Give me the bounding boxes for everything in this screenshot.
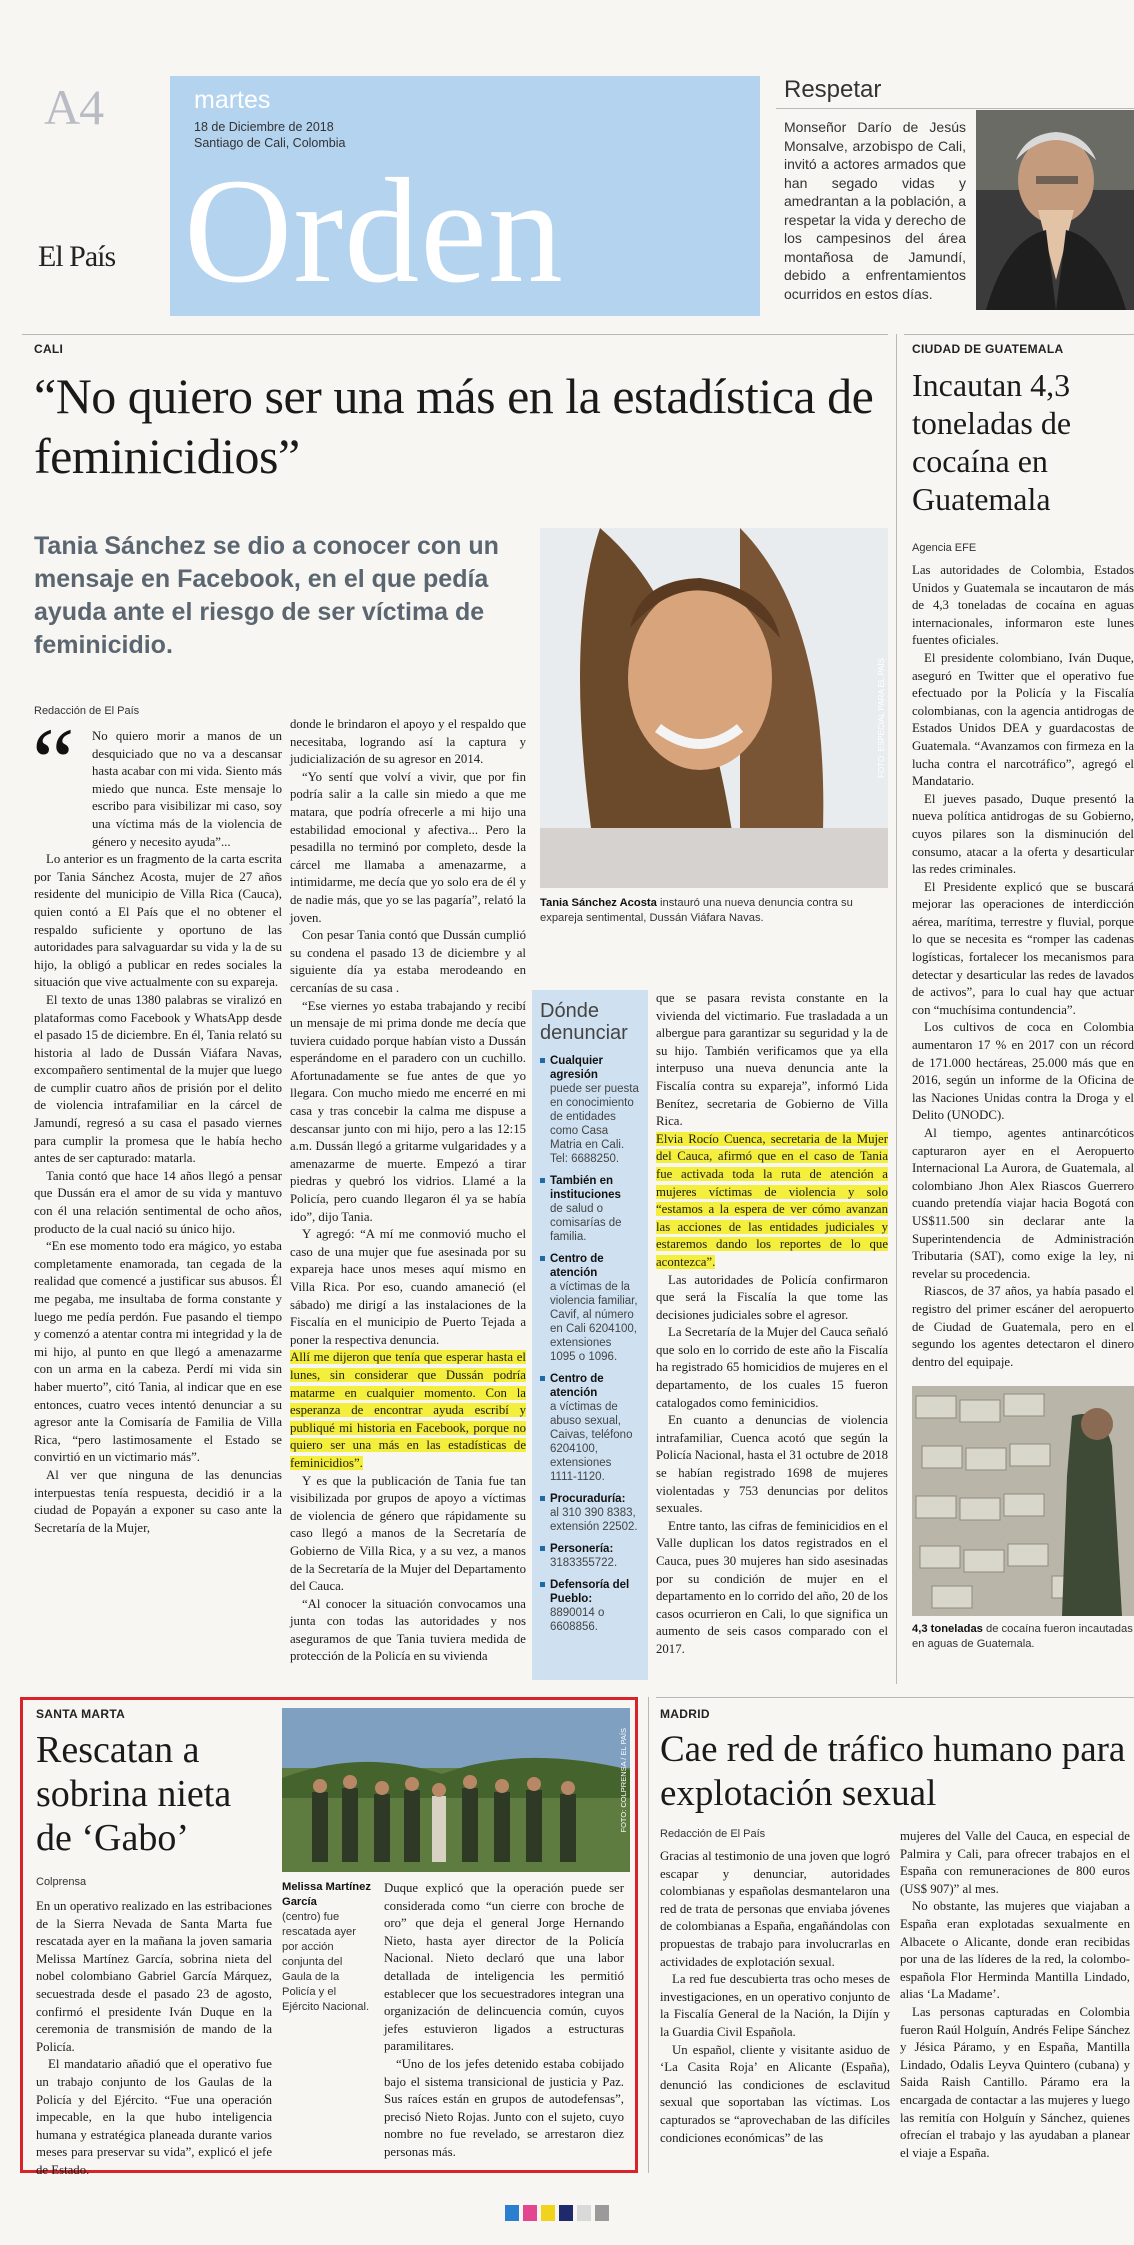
- archbishop-photo: [976, 110, 1134, 310]
- madrid-col1: [660, 1848, 890, 2147]
- main-col1-p1: No quiero morir a manos de un desquiciado que no va a descansar hasta acabar con mi vida. Siento más miedo que nunca. Este mensaje lo escribo para visibilizar mi caso, soy una víctima más de la violencia de género y necesito ayuda”...: [92, 729, 282, 849]
- banner-day: martes: [194, 86, 271, 114]
- santa-marta-byline: Colprensa: [36, 1876, 87, 1888]
- madrid-p5: No obstante, las mujeres que viajaban a España eran explotadas sexualmente en Albacete o Alicante, donde eran recibidas por una de las líderes de la red, la colombo-española Flor Herminda Mantilla Lindado, alias ‘La Madame’.: [900, 1899, 1130, 2002]
- santa-marta-p1: En un operativo realizado en las estribaciones de la Sierra Nevada de Santa Marta fue rescatada ayer en la mañana la joven samaria Melissa Martínez García, sobrina nieta del nobel colombiano Gabriel García Márquez, secuestrada desde el pasado 23 de agosto, confirmó el presidente Iván Duque en la ceremonia de transmisión de mando de la Policía.: [36, 1899, 272, 2054]
- print-color-bar: [505, 2205, 609, 2221]
- main-col4-highlight: Elvia Rocío Cuenca, secretaria de la Mujer del Cauca, afirmó que en el caso de Tania fue activada toda la ruta de atención a mujeres víctimas de violencia y solo “estamos a la espera de ver cómo avanzan las acciones de las entidades judiciales y estaremos dando los reportes de lo que acontezca”.: [656, 1131, 888, 1269]
- sidebar-item: Procuraduría: al 310 390 8383, extensión 22502.: [540, 1492, 640, 1534]
- main-headline: “No quiero ser una más en la estadística de feminicidios”: [34, 368, 874, 484]
- guatemala-body: [912, 562, 1134, 1371]
- banner-date: 18 de Diciembre de 2018: [194, 120, 334, 134]
- main-col2-p1: donde le brindaron el apoyo y el respaldo que necesitaba, logrando así la captura y judicialización de su agresor en 2014.: [290, 717, 526, 767]
- paper-logo: El País: [38, 240, 116, 273]
- madrid-p6: Las personas capturadas en Colombia fueron Raúl Holguín, Andrés Felipe Sánchez y Jésica Páramo, y en España, Mantilla Lindado, Odalis Leyva Quintero (cubana) y Saida Raish Cantillo. Páramo era la encargada de contactar a las mujeres y luego las remitía con Holguín y Sánchez, quienes ofrecían el trabajo y las ayudaban a planear el viaje a España.: [900, 2004, 1130, 2160]
- section-title: Orden: [184, 148, 564, 314]
- color-swatch: [505, 2205, 519, 2221]
- main-col4-p2: Las autoridades de Policía confirmaron que será la Fiscalía la que tome las decisiones judiciales sobre el agresor.: [656, 1272, 888, 1322]
- guatemala-p3: El jueves pasado, Duque presentó la nueva política antidrogas de su Gobierno, cuyos pilares son la disminución del consumo, atacar a la oferta y desarticular las redes criminales.: [912, 791, 1134, 877]
- guatemala-headline: Incautan 4,3 toneladas de cocaína en Guatemala: [912, 367, 1072, 517]
- sidebar-item: Defensoría del Pueblo: 8890014 o 6608856.: [540, 1578, 640, 1634]
- main-byline: Redacción de El País: [34, 705, 140, 717]
- guatemala-caption-text: de cocaína fueron incautadas en aguas de Guatemala.: [912, 1623, 1133, 1650]
- main-kicker: CALI: [34, 342, 64, 356]
- guatemala-p1: Las autoridades de Colombia, Estados Unidos y Guatemala se incautaron de más de 4,3 toneladas de cocaína en aguas internacionales, informaron este lunes fuentes oficiales.: [912, 563, 1134, 648]
- color-swatch: [523, 2205, 537, 2221]
- brief-title: Respetar: [784, 76, 882, 103]
- main-col2-p6: Y es que la publicación de Tania fue tan visibilizada por grupos de apoyo a víctimas de violencia de género que rápidamente su caso llegó a manos de la Secretaría de Gobierno de Villa Rica, y a su vez, a manos de la Secretaría de la Mujer del Departamento del Cauca.: [290, 1473, 526, 1594]
- report-sidebar: [532, 990, 648, 1680]
- sidebar-item: Cualquier agresión puede ser puesta en conocimiento de entidades como Casa Matria en Cali. Tel: 6688250.: [540, 1054, 640, 1166]
- color-swatch: [541, 2205, 555, 2221]
- guatemala-p2: El presidente colombiano, Iván Duque, aseguró en Twitter que el operativo fue efectuado por la Policía y la Fiscalía colombianas, con la agencia antidrogas de Estados Unidos DEA y guardacostas de Guatemala. “Avanzamos con firmeza en la lucha contra el narcotráfico”, agregó el Mandatario.: [912, 650, 1134, 789]
- guatemala-p7: Riascos, de 37 años, ya había pasado el registro del primer escáner del aeropuerto de Ciudad de Guatemala, pero en el segundo los agentes detectaron el dinero dentro del equipaje.: [912, 1284, 1134, 1369]
- main-col2: [290, 716, 526, 1666]
- madrid-p4: mujeres del Valle del Cauca, en especial de Palmira y Cali, para ofrecer trabajos en el España con remuneraciones de 800 euros (US$ 907)” al mes.: [900, 1829, 1130, 1896]
- santa-marta-caption: [282, 1880, 372, 2015]
- rescue-photo-credit: FOTO: COLPRENSA / EL PAÍS: [619, 1728, 628, 1833]
- main-caption: [540, 896, 888, 926]
- madrid-p2: La red fue descubierta tras ocho meses de investigaciones, en un operativo conjunto de la Fiscalía General de la Nación, la Dijín y la Guardia Civil Española.: [660, 1972, 890, 2039]
- madrid-headline: Cae red de tráfico humano para explotación sexual: [660, 1729, 1126, 1814]
- madrid-p3: Un español, cliente y visitante asiduo de ‘La Casita Roja’ en Alicante (España), denunció las condiciones de esclavitud sexual que soportaban las víctimas. Los capturados se “aprovechaban de las difíciles condiciones económicas” de las: [660, 2042, 890, 2145]
- section-banner: [170, 76, 760, 316]
- santa-marta-p3: Duque explicó que la operación puede ser considerada como “un cierre con broche de oro” que deja el general Jorge Hernando Nieto, hasta ayer director de la Policía Nacional. Nieto declaró que una labor detallada de inteligencia les permitió establecer que los secuestradores integran una organización de delincuencia común, cuyos jefes estuvieron ligados a estructuras paramilitares.: [384, 1881, 624, 2054]
- madrid-p1: Gracias al testimonio de una joven que logró escapar y denunciar, autoridades colombianas y españolas desmantelaron una red de trata de personas que enviaba jóvenes de colombianas a España, engañándolas con propuestas de trabajo para involucrarlas en actividades de explotación sexual.: [660, 1849, 890, 1969]
- main-col1-p2: Lo anterior es un fragmento de la carta escrita por Tania Sánchez Acosta, mujer de 27 años residente del municipio de Villa Rica (Cauca), quien contó a El País que el no obtener el respaldo suficiente y oportuno de las autoridades para salvaguardar su vida y la de su hijo, la obligó a publicar en redes sociales la situación que vive actualmente con su expareja.: [34, 852, 282, 990]
- sidebar-item: Centro de atención a víctimas de la violencia familiar, Cavif, al número en Cali 6204100, extensiones 1095 o 1096.: [540, 1252, 640, 1364]
- main-col2-p4: “Ese viernes yo estaba trabajando y recibí un mensaje de mi prima donde me decía que tuviera cuidado porque habían visto a Dussán esperándome en el paradero con un cuchillo. Afortunadamente se fue antes de que yo llegara. Con mucho miedo me encerré en mi casa y tras concebir la calma me dispuse a descansar junto con mi hijo, pero a las 12:15 a.m. Dussán llegó a gritarme vulgaridades y a amenazarme de muerte. Empezó a tirar piedras y quebró los vidrios. Llamé a la Policía, pero cuando llegaron él ya se había ido”, dijo Tania.: [290, 998, 526, 1224]
- santa-marta-p2: El mandatario añadió que el operativo fue un trabajo conjunto de los Gaulas de la Policía y del Ejército. “Fue una operación impecable, en la que hubo inteligencia humana y estratégica planeada durante varios meses para preservar su vida”, explicó el jefe de Estado.: [36, 2057, 272, 2177]
- main-col2-highlight: Allí me dijeron que tenía que esperar hasta el lunes, sin considerar que Dussán podría matarme en cualquier momento. Con la esperanza de encontrar ayuda escribí y publiqué mi historia en Facebook, porque no quiero ser una más en las estadísticas de feminicidios”.: [290, 1350, 526, 1470]
- main-col1-p5: “En ese momento todo era mágico, yo estaba completamente enamorada, tan cegada de la realidad que comencé a justificar sus abusos. Él me pegaba, me insultaba de forma constante y luego me pedía perdón. Fue pasando el tiempo y comenzó a atentar contra mi integridad y la de mi hijo, al punto en que llegó a amenazarme con un arma en la cabeza. Perdí mi vida sin haber muerto”, citó Tania, al indicar que en ese entonces, cuatro veces intentó denunciar a su agresor ante la Comisaría de Familia de Villa Rica, “pero lastimosamente el Estado se convirtió en un victimario más”.: [34, 1239, 282, 1465]
- main-col4-p1: que se pasara revista constante en la vivienda del victimario. Fue trasladada a un albergue para garantizar su seguridad y la de su hijo. También verificamos que ya ella interpuso una nueva denuncia ante la Fiscalía contra su expareja”, informó Lida Benítez, secretaria de Gobierno de Villa Rica.: [656, 991, 888, 1129]
- photo-credit: FOTO: ESPECIAL PARA EL PAÍS: [877, 658, 886, 778]
- color-swatch: [577, 2205, 591, 2221]
- sidebar-item: También en instituciones de salud o comisarías de familia.: [540, 1174, 640, 1244]
- guatemala-p4: El Presidente explicó que se buscará mejorar las operaciones de interdicción aérea, marítima, terrestre y fluvial, porque lo que se necesita es “romper las cadenas logísticas, fortalecer los mecanismos para detectar y desarticular las redes de lavados de activos”, para lo cual hay que actuar con “muchísima contundencia”.: [912, 879, 1134, 1017]
- main-col1: [34, 728, 282, 1537]
- main-col4-p4: En cuanto a denuncias de violencia intrafamiliar, Cuenca acotó que según la Policía Nacional, hasta el 31 octubre de 2018 se habían registrado 1698 de mujeres violentadas y 753 denuncias por delitos sexuales.: [656, 1413, 888, 1516]
- quote-mark: “: [32, 708, 75, 815]
- main-col4: [656, 990, 888, 1659]
- main-col2-p3: Con pesar Tania contó que Dussán cumplió su condena el pasado 13 de diciembre y al siguiente día ya estaba merodeando en cercanías de su casa .: [290, 928, 526, 995]
- guatemala-p5: Los cultivos de coca en Colombia aumentaron 17 % en 2017 con un récord de 171.000 hectáreas, 25.000 más que en 2016, según un informe de la Oficina de las Naciones Unidas contra la Droga y el Delito (UNODC).: [912, 1020, 1134, 1123]
- santa-marta-col1: [36, 1898, 272, 2180]
- guatemala-caption-bold: 4,3 toneladas: [912, 1623, 983, 1635]
- guatemala-kicker: CIUDAD DE GUATEMALA: [912, 342, 1064, 356]
- tania-photo: [540, 528, 888, 888]
- color-swatch: [595, 2205, 609, 2221]
- banner-place: Santiago de Cali, Colombia: [194, 136, 346, 150]
- santa-marta-kicker: SANTA MARTA: [36, 1707, 126, 1721]
- sidebar-item: Centro de atención a víctimas de abuso sexual, Caivas, teléfono 6204100, extensiones 1111-1120.: [540, 1372, 640, 1484]
- santa-marta-caption-text: (centro) fue rescatada ayer por acción conjunta del Gaula de la Policía y el Ejército Nacional.: [282, 1911, 370, 2013]
- main-col2-p5: Y agregó: “A mí me conmovió mucho el caso de una mujer que fue asesinada por su expareja hace unos meses aquí mismo en Villa Rica. Por eso, cuando amaneció (el sábado) me dirigí a las instalaciones de la Fiscalía en el municipio de Puerto Tejada a poner la respectiva denuncia.: [290, 1227, 526, 1347]
- main-col1-p4: Tania contó que hace 14 años llegó a pensar que Dussán era el amor de su vida y mantuvo con él una relación sentimental de ocho años, producto de la cual nació su único hijo.: [34, 1168, 282, 1236]
- santa-marta-caption-name: Melissa Martínez García: [282, 1881, 371, 1908]
- santa-marta-headline: Rescatan a sobrina nieta de ‘Gabo’: [36, 1729, 232, 1859]
- santa-marta-p4: “Uno de los jefes detenido estaba cobijado bajo el sistema transicional de justicia y Paz. Sus raíces están en grupos de autodefensas”, precisó Nieto Rojas. Junto con el sujeto, cuyo nombre no fue revelado, se arrestaron diez personas más.: [384, 2056, 624, 2159]
- main-col1-p3: El texto de unas 1380 palabras se viralizó en plataformas como Facebook y WhatsApp desde el pasado 15 de diciembre. En él, Tania relató su historia al lado de Dussán Viáfara Navas, excompañero sentimental de la mujer que luego de cumplir cuatro años de prisión por el delito de violencia intrafamiliar en la cárcel de Jamundí, regresó a su casa el pasado viernes para cumplir la promesa que le había hecho antes de ser capturado: matarla.: [34, 992, 282, 1166]
- guatemala-caption: [912, 1622, 1134, 1652]
- sidebar-item: Personería: 3183355722.: [540, 1542, 640, 1570]
- cocaine-photo: [912, 1386, 1134, 1616]
- madrid-col2: [900, 1828, 1130, 2162]
- sidebar-title: Dónde denunciar: [540, 1000, 628, 1044]
- guatemala-p6: Al tiempo, agentes antinarcóticos capturaron ayer en el Aeropuerto Internacional La Aurora, de Guatemala, al colombiano Jhon Alex Riascos Guerrero cuando pretendía viajar hacia Bogotá con US$11.500 sin declarar ante la Superintendencia de Administración Tributaria (SAT), como exige la ley, ni revelar su procedencia.: [912, 1126, 1134, 1281]
- color-swatch: [559, 2205, 573, 2221]
- rescue-photo: [282, 1708, 630, 1872]
- madrid-kicker: MADRID: [660, 1707, 710, 1721]
- santa-marta-col2: [384, 1880, 624, 2162]
- main-col4-p5: Entre tanto, las cifras de feminicidios en el Valle duplican los datos registrados en el Cauca, pues 30 mujeres han sido asesinadas por su condición de mujer en el departamento en lo corrido del año, 20 de los casos ocurrieron en Cali, lo que significa un aumento de seis casos comparado con el 2017.: [656, 1518, 888, 1656]
- main-col4-p3: La Secretaría de la Mujer del Cauca señaló que solo en lo corrido de este año la Fiscalía ha registrado 65 homicidios de mujeres en el departamento, de los cuales 15 fueron catalogados como feminicidios.: [656, 1325, 888, 1410]
- page-number: A4: [44, 79, 104, 135]
- main-col1-p6: Al ver que ninguna de las denuncias interpuestas tenía respuesta, decidió ir a la ciudad de Popayán a exponer su caso ante la Secretaría de la Mujer,: [34, 1467, 282, 1535]
- caption-name: Tania Sánchez Acosta: [540, 897, 657, 909]
- caption-text: instauró una nueva denuncia contra su expareja sentimental, Dussán Viáfara Navas.: [540, 897, 853, 924]
- main-lead: Tania Sánchez se dio a conocer con un mensaje en Facebook, en el que pedía ayuda ante el riesgo de ser víctima de feminicidio.: [34, 532, 499, 659]
- main-col2-p2: “Yo sentí que volví a vivir, que por fin podría salir a la calle sin miedo a que me matara, que podría ofrecerle a mi hijo una estabilidad emocional y afectiva... Pero la pesadilla no terminó por completo, desde la cárcel me llamaba a amenazarme, a intimidarme, me decía que yo solo era de él y de nadie más, que yo se las pagaría”, relató la joven.: [290, 769, 526, 925]
- brief-text: Monseñor Darío de Jesús Monsalve, arzobispo de Cali, invitó a actores armados que han segado vidas y amedrantan a la población, a respetar la vida y derecho de los campesinos del área montañosa de Jamundí, debido a enfrentamientos ocurridos en estos días.: [784, 119, 966, 302]
- madrid-byline: Redacción de El País: [660, 1828, 766, 1840]
- guatemala-byline: Agencia EFE: [912, 542, 977, 554]
- main-col2-p7: “Al conocer la situación convocamos una junta con todas las autoridades y nos aseguramos de que Tania tuviera medida de protección de la Policía en su vivienda: [290, 1596, 526, 1664]
